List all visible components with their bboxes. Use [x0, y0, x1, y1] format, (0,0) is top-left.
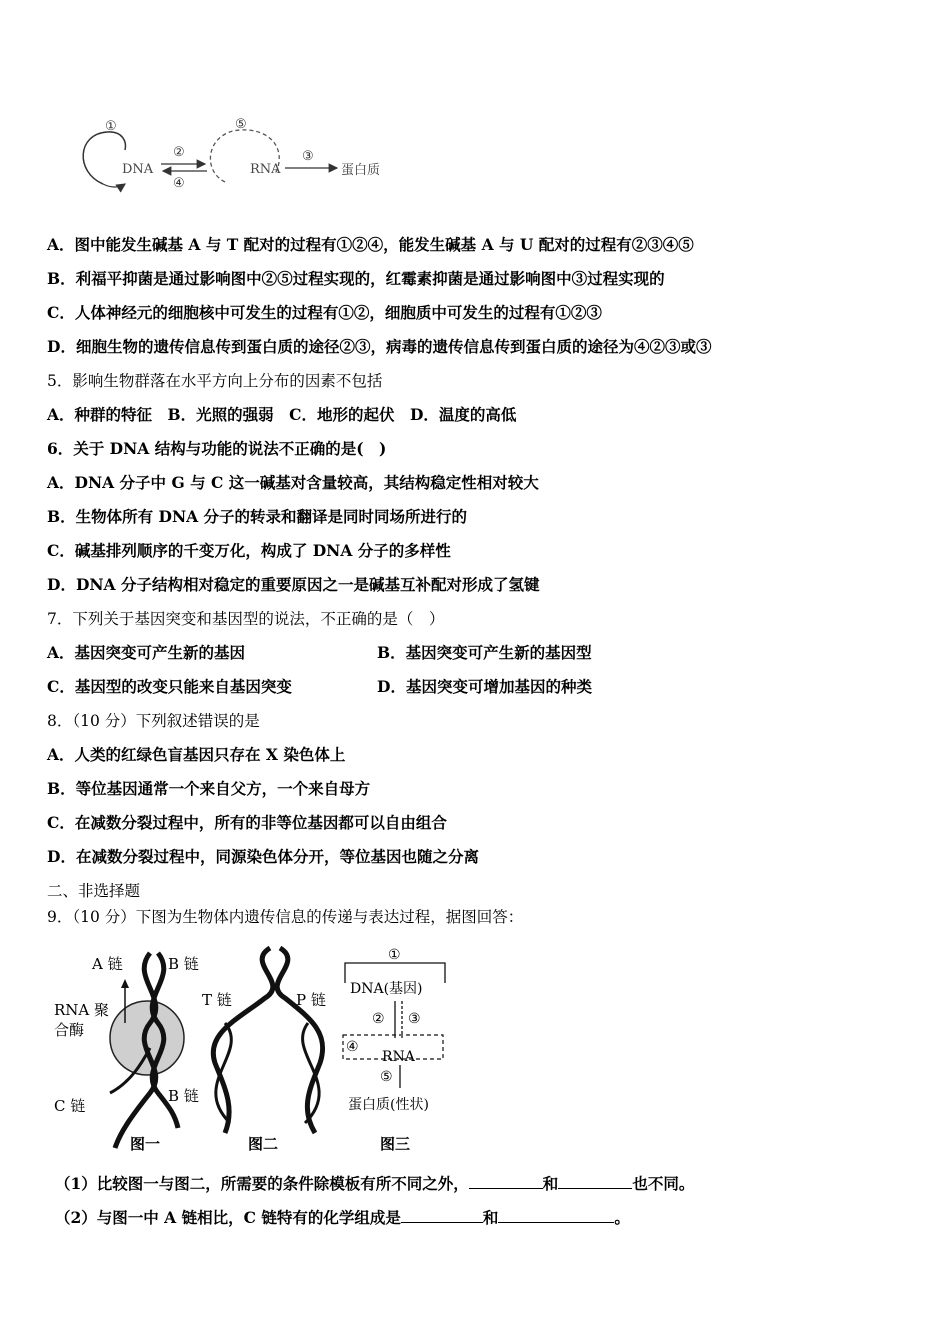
fig1-label-b2: B 链: [168, 1087, 199, 1105]
label-protein: 蛋白质: [341, 163, 381, 178]
section-heading: 二、非选择题: [47, 882, 141, 900]
central-dogma-figure: [75, 112, 405, 202]
q9-sub2-and: 和: [482, 1208, 499, 1227]
q4-option-b: B．利福平抑菌是通过影响图中②⑤过程实现的，红霉素抑菌是通过影响图中③过程实现的: [47, 269, 665, 288]
fig1-label-a: A 链: [92, 955, 123, 973]
q8-option-a: A．人类的红绿色盲基因只存在 X 染色体上: [47, 745, 346, 764]
q9-figure: [50, 943, 470, 1158]
q6-option-d: D．DNA 分子结构相对稳定的重要原因之一是碱基互补配对形成了氢键: [47, 575, 540, 594]
answer-blank-4[interactable]: [498, 1208, 614, 1223]
figure-two: [202, 948, 326, 1153]
figure-one: [54, 953, 199, 1153]
fig3-label-5: ⑤: [380, 1069, 393, 1085]
q5-stem: 5．影响生物群落在水平方向上分布的因素不包括: [47, 372, 383, 390]
label-1: ①: [105, 119, 117, 134]
replication-loop: [83, 132, 125, 184]
q8-option-d: D．在减数分裂过程中，同源染色体分开，等位基因也随之分离: [47, 847, 479, 866]
fig3-label-4: ④: [346, 1039, 359, 1055]
q7-option-d: D．基因突变可增加基因的种类: [377, 677, 592, 696]
q9-sub1-text: （1）比较图一与图二，所需要的条件除模板有所不同之外，: [55, 1174, 469, 1193]
q7-option-b: B．基因突变可产生新的基因型: [377, 643, 592, 662]
fig2-name: 图二: [248, 1135, 279, 1153]
answer-blank-2[interactable]: [558, 1174, 632, 1189]
q9-sub2-text: （2）与图一中 A 链相比，C 链特有的化学组成是: [55, 1208, 401, 1227]
q7-option-c: C．基因型的改变只能来自基因突变: [47, 677, 292, 696]
fig3-name: 图三: [380, 1135, 411, 1153]
q5-options: A．种群的特征 B．光照的强弱 C．地形的起伏 D．温度的高低: [47, 405, 517, 424]
q9-sub1-and: 和: [542, 1174, 559, 1193]
label-2: ②: [173, 145, 185, 160]
fig2-label-p: P 链: [296, 991, 326, 1009]
figure-three: [343, 947, 445, 1153]
q4-option-d: D．细胞生物的遗传信息传到蛋白质的途径②③，病毒的遗传信息传到蛋白质的途径为④②③或③: [47, 337, 712, 356]
q6-stem: 6．关于 DNA 结构与功能的说法不正确的是( ): [47, 439, 387, 458]
fig1-label-c: C 链: [54, 1097, 86, 1115]
label-5: ⑤: [235, 117, 247, 132]
answer-blank-3[interactable]: [401, 1208, 483, 1223]
label-3: ③: [302, 149, 314, 164]
q8-option-c: C．在减数分裂过程中，所有的非等位基因都可以自由组合: [47, 813, 447, 832]
q9-sub2-end: 。: [614, 1208, 630, 1227]
fig3-label-3: ③: [408, 1011, 421, 1027]
fig3-label-rna: RNA: [382, 1049, 415, 1065]
fig2-label-t: T 链: [202, 991, 232, 1009]
q4-option-c: C．人体神经元的细胞核中可发生的过程有①②，细胞质中可发生的过程有①②③: [47, 303, 602, 322]
fig3-label-dna: DNA(基因): [350, 981, 423, 997]
q8-stem: 8．（10 分）下列叙述错误的是: [47, 712, 260, 730]
fig3-label-protein: 蛋白质(性状): [348, 1097, 429, 1113]
q9-sub1: [55, 1173, 694, 1195]
q7-option-a: A．基因突变可产生新的基因: [47, 643, 246, 662]
q8-option-b: B．等位基因通常一个来自父方，一个来自母方: [47, 779, 371, 798]
answer-blank-1[interactable]: [469, 1174, 543, 1189]
fig1-label-rna: RNA 聚: [54, 1001, 110, 1019]
q4-option-a: A．图中能发生碱基 A 与 T 配对的过程有①②④，能发生碱基 A 与 U 配对的过程有②③④⑤: [47, 235, 694, 254]
label-dna: DNA: [122, 162, 154, 177]
q9-sub2: [55, 1207, 630, 1229]
fig1-label-b: B 链: [168, 955, 199, 973]
q6-option-c: C．碱基排列顺序的千变万化，构成了 DNA 分子的多样性: [47, 541, 451, 560]
fig3-label-2: ②: [372, 1011, 385, 1027]
q7-stem: 7．下列关于基因突变和基因型的说法，不正确的是（ ）: [47, 610, 445, 628]
label-4: ④: [173, 176, 185, 191]
fig1-name: 图一: [130, 1135, 161, 1153]
label-rna: RNA: [250, 162, 281, 177]
fig3-label-1: ①: [388, 947, 401, 963]
q6-option-b: B．生物体所有 DNA 分子的转录和翻译是同时同场所进行的: [47, 507, 468, 526]
fig1-label-enzyme: 合酶: [54, 1021, 85, 1039]
q9-stem: 9．（10 分）下图为生物体内遗传信息的传递与表达过程，据图回答：: [47, 908, 524, 926]
q9-sub1-end: 也不同。: [632, 1174, 695, 1193]
q6-option-a: A．DNA 分子中 G 与 C 这一碱基对含量较高，其结构稳定性相对较大: [47, 473, 539, 492]
